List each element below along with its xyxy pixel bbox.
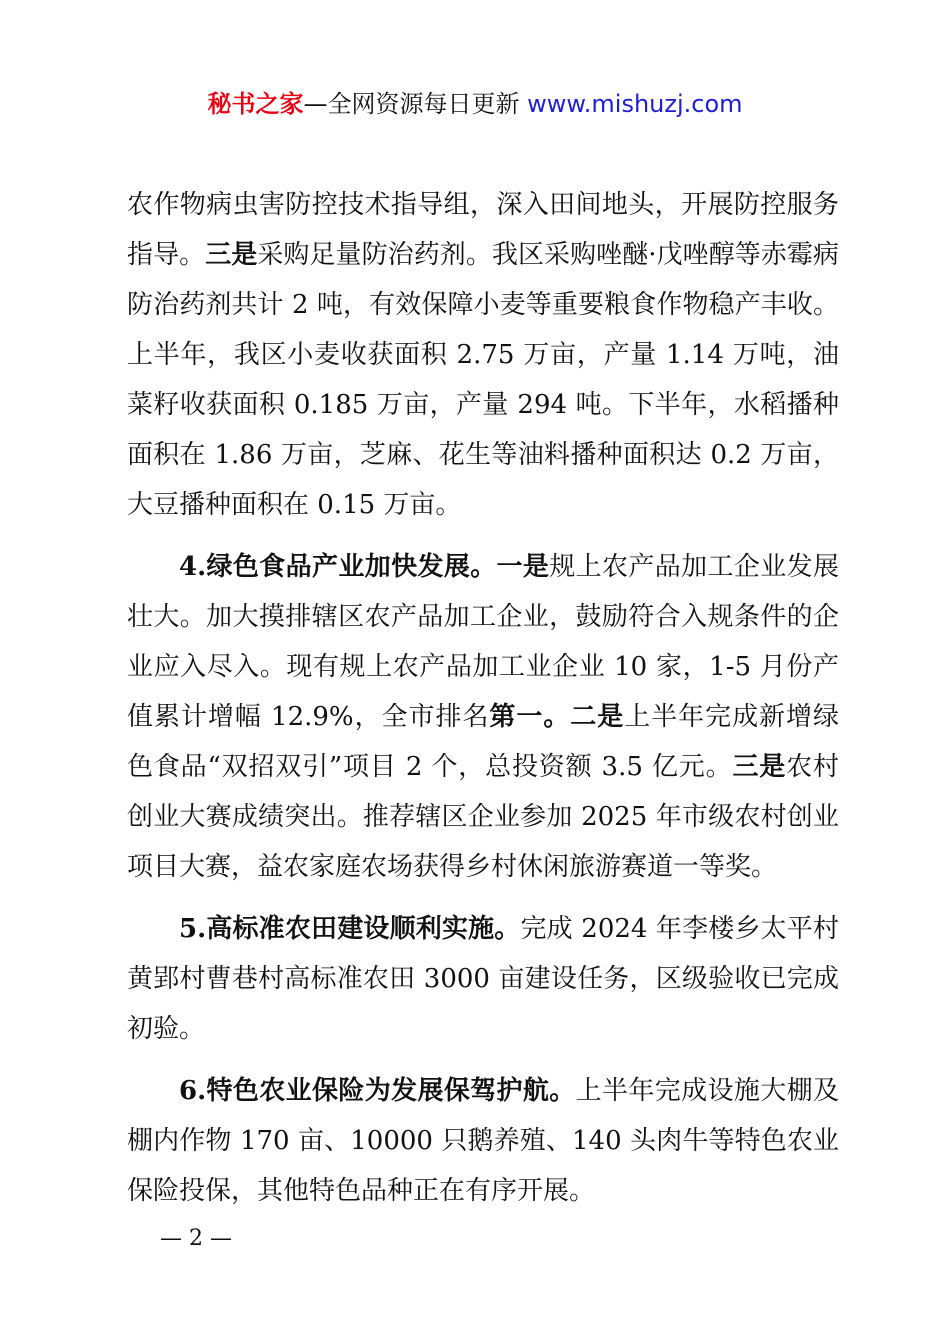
text-run: 农村创业大赛成绩突出。推荐辖区企业参加 2025 年市级农村创业项目大赛，益农家庭农场获得乡村休闲旅游赛道一等奖。 bbox=[127, 752, 839, 882]
section-heading: 6.特色农业保险为发展保驾护航。 bbox=[179, 1076, 576, 1106]
bold-run: 三是 bbox=[205, 240, 258, 270]
text-run: 上半年完成设施大棚及棚内作物 170 亩、10000 只鹅养殖、140 头肉牛等特色农业保险投保，其他特色品种正在有序开展。 bbox=[127, 1076, 839, 1206]
section-heading: 5.高标准农田建设顺利实施。 bbox=[179, 914, 521, 944]
page-header bbox=[0, 88, 950, 120]
section-heading: 4.绿色食品产业加快发展。一是 bbox=[179, 552, 550, 582]
paragraph-continued bbox=[127, 180, 839, 530]
text-run: 采购足量防治药剂。我区采购唑醚·戊唑醇等赤霉病防治药剂共计 2 吨，有效保障小麦等重要粮食作物稳产丰收。上半年，我区小麦收获面积 2.75 万亩，产量 1.14 万吨，油菜籽收获面积 0.185 万亩，产量 294 吨。下半年，水稻播种面积在 1.86 万亩，芝麻、花生等油料播种面积达 0.2 万亩，大豆播种面积在 0.15 万亩。 bbox=[127, 240, 839, 520]
paragraph-farmland bbox=[127, 904, 839, 1054]
text-run: 规上农产品加工企业发展壮大。加大摸排辖区农产品加工企业，鼓励符合入规条件的企业应入尽入。现有规上农产品加工业企业 10 家，1-5 月份产值累计增幅 12.9%，全市排名 bbox=[127, 552, 839, 732]
text-run: 上半年完成新增绿色食品“双招双引”项目 2 个，总投资额 3.5 亿元。 bbox=[127, 702, 839, 782]
bold-run: 第一。二是 bbox=[489, 702, 625, 732]
text-run: 完成 2024 年李楼乡太平村黄郢村曹巷村高标准农田 3000 亩建设任务，区级验收已完成初验。 bbox=[127, 914, 839, 1044]
brand-name: 秘书之家 bbox=[207, 90, 304, 118]
header-tagline: —全网资源每日更新 bbox=[303, 90, 528, 118]
bold-run: 三是 bbox=[732, 752, 787, 782]
page-number: — 2 — bbox=[160, 1226, 232, 1251]
text-run: 农作物病虫害防控技术指导组，深入田间地头，开展防控服务指导。 bbox=[127, 190, 839, 270]
header-url[interactable]: www.mishuzj.com bbox=[527, 90, 743, 118]
paragraph-insurance bbox=[127, 1066, 839, 1216]
document-body bbox=[127, 180, 839, 1216]
paragraph-green-food bbox=[127, 542, 839, 892]
